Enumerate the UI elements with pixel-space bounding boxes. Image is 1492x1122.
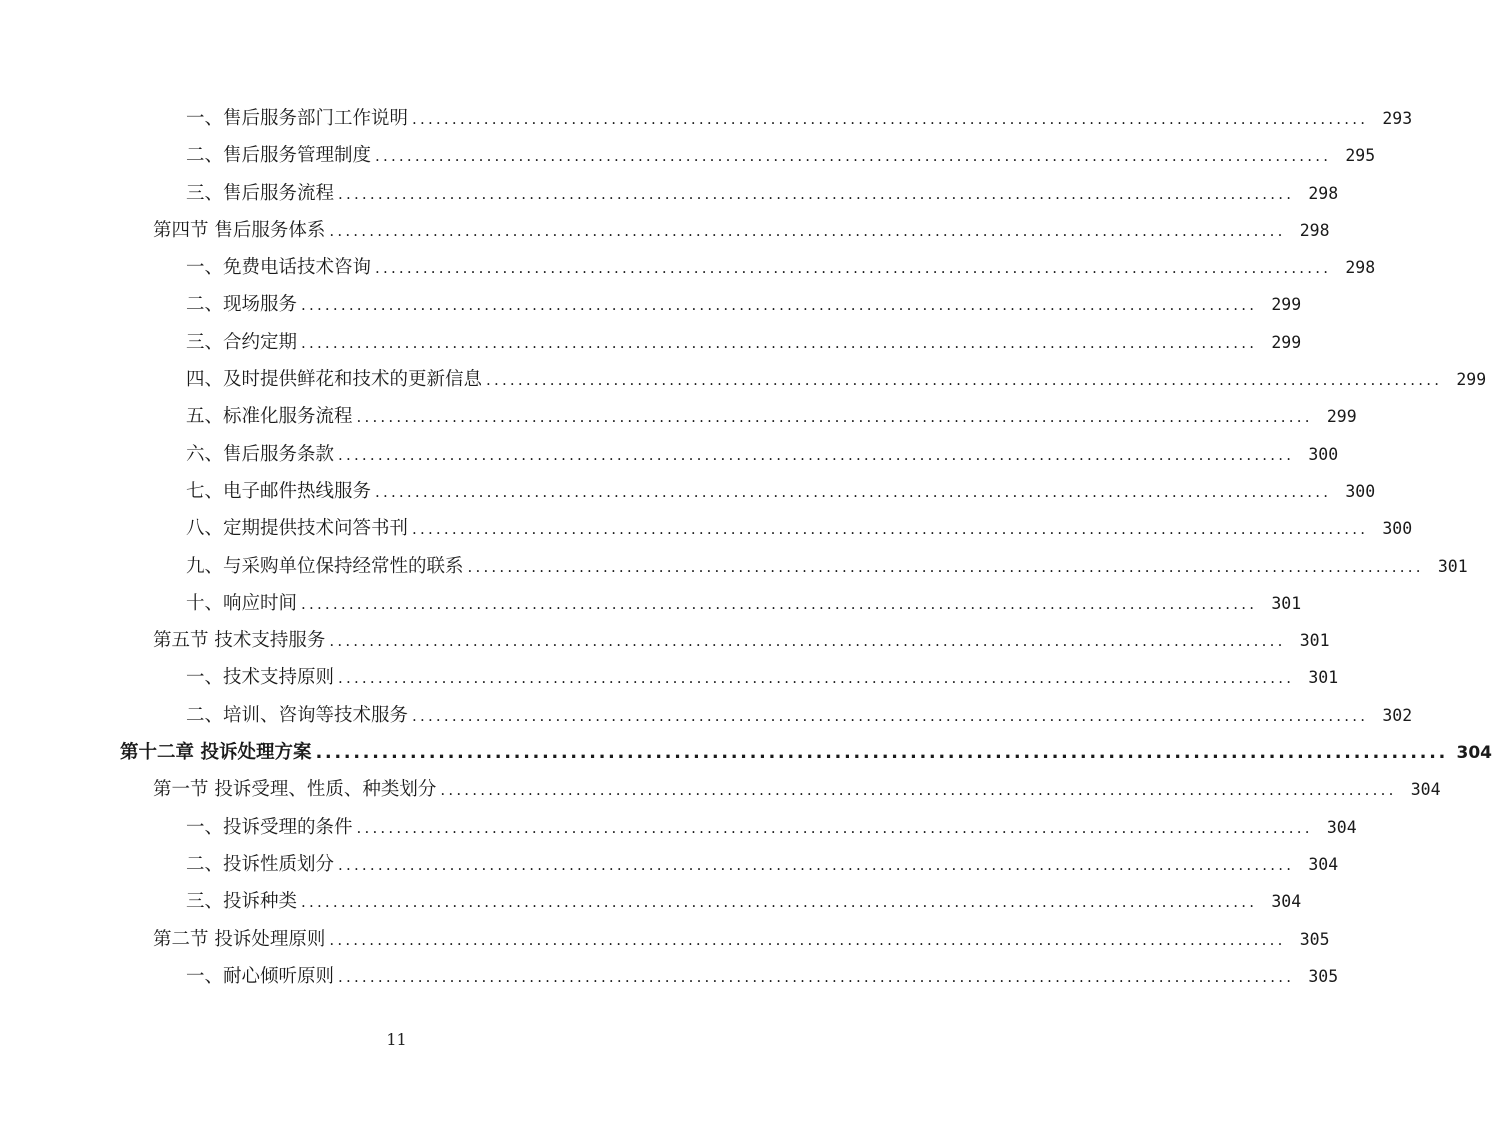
- toc-dot-leader: ........................................................................................................................: [338, 184, 1295, 203]
- toc-entry-title: 四、及时提供鲜花和技术的更新信息: [186, 369, 483, 391]
- toc-entry-title: 八、定期提供技术问答书刊: [186, 518, 409, 540]
- toc-subsection-entry[interactable]: [0, 883, 1302, 920]
- toc-entry-page-number: 301: [1271, 593, 1302, 613]
- toc-subsection-entry[interactable]: [0, 286, 1302, 323]
- toc-entry-page-number: 301: [1308, 668, 1339, 688]
- toc-dot-leader: ........................................................................................................................: [329, 632, 1286, 651]
- toc-entry-title: 三、合约定期: [186, 331, 298, 353]
- toc-section-entry[interactable]: [0, 921, 1330, 958]
- toc-subsection-entry[interactable]: [0, 436, 1339, 473]
- toc-dot-leader: ........................................................................................................................: [440, 781, 1397, 800]
- toc-subsection-entry[interactable]: [0, 324, 1302, 361]
- toc-entry-title: 第五节 技术支持服务: [153, 630, 326, 652]
- toc-subsection-entry[interactable]: [0, 398, 1357, 435]
- toc-dot-leader: ........................................................................................................................: [301, 893, 1258, 912]
- toc-entry-title: 一、投诉受理的条件: [186, 816, 353, 838]
- toc-entry-title: 六、售后服务条款: [186, 443, 335, 465]
- toc-dot-leader: ........................................................................................................................: [412, 110, 1369, 128]
- toc-dot-leader: ........................................................................................................................: [356, 818, 1313, 837]
- toc-dot-leader: ........................................................................................................................: [301, 296, 1258, 315]
- toc-dot-leader: ........................................................................................................................: [338, 445, 1295, 464]
- toc-entry-title: 三、售后服务流程: [186, 182, 335, 204]
- toc-section-entry[interactable]: [0, 212, 1330, 249]
- toc-entry-title: 二、现场服务: [186, 294, 298, 316]
- toc-chapter-entry[interactable]: [0, 734, 1492, 771]
- toc-entry-title: 一、耐心倾听原则: [186, 965, 335, 987]
- table-of-contents: [0, 100, 1492, 995]
- toc-dot-leader: ........................................................................................................................: [467, 557, 1424, 576]
- toc-dot-leader: ........................................................................................................................: [338, 967, 1295, 986]
- toc-subsection-entry[interactable]: [0, 249, 1376, 286]
- toc-entry-page-number: 301: [1299, 631, 1330, 651]
- toc-entry-page-number: 302: [1382, 705, 1413, 725]
- toc-dot-leader: ........................................................................................................................: [375, 259, 1332, 278]
- toc-entry-page-number: 298: [1299, 220, 1330, 240]
- toc-dot-leader: ........................................................................................................................: [375, 147, 1332, 166]
- toc-entry-page-number: 300: [1382, 519, 1413, 539]
- toc-entry-title: 二、售后服务管理制度: [186, 145, 372, 167]
- toc-dot-leader: ........................................................................................................................: [301, 594, 1258, 613]
- toc-entry-title: 第四节 售后服务体系: [153, 219, 326, 241]
- toc-subsection-entry[interactable]: [0, 548, 1468, 585]
- page-number: 11: [386, 1030, 407, 1049]
- toc-entry-title: 一、售后服务部门工作说明: [186, 108, 409, 129]
- toc-dot-leader: ........................................................................................................................: [338, 669, 1295, 688]
- toc-entry-page-number: 305: [1308, 966, 1339, 986]
- toc-section-entry[interactable]: [0, 622, 1330, 659]
- toc-entry-title: 五、标准化服务流程: [186, 406, 353, 428]
- toc-entry-page-number: 299: [1271, 295, 1302, 315]
- toc-entry-page-number: 304: [1271, 892, 1302, 912]
- toc-entry-page-number: 299: [1271, 332, 1302, 352]
- toc-section-entry[interactable]: [0, 771, 1441, 808]
- toc-subsection-entry[interactable]: [0, 585, 1302, 622]
- toc-entry-page-number: 295: [1345, 146, 1376, 166]
- toc-entry-page-number: 304: [1456, 743, 1492, 764]
- toc-subsection-entry[interactable]: [0, 659, 1339, 696]
- toc-entry-title: 一、技术支持原则: [186, 667, 335, 689]
- toc-dot-leader: ........................................................................................................................: [329, 221, 1286, 240]
- toc-dot-leader: ........................................................................................................................: [301, 333, 1258, 352]
- toc-subsection-entry[interactable]: [0, 473, 1376, 510]
- toc-dot-leader: ........................................................................................................................: [315, 742, 1448, 764]
- toc-entry-page-number: 304: [1326, 817, 1357, 837]
- toc-entry-title: 十、响应时间: [186, 592, 298, 614]
- toc-entry-title: 二、投诉性质划分: [186, 853, 335, 875]
- toc-subsection-entry[interactable]: [0, 809, 1357, 846]
- toc-subsection-entry[interactable]: [0, 846, 1339, 883]
- toc-subsection-entry[interactable]: [0, 510, 1413, 547]
- toc-entry-page-number: 300: [1345, 481, 1376, 501]
- toc-entry-title: 九、与采购单位保持经常性的联系: [186, 555, 464, 577]
- toc-entry-page-number: 299: [1326, 407, 1357, 427]
- toc-entry-page-number: 304: [1410, 780, 1441, 800]
- toc-entry-title: 第一节 投诉受理、性质、种类划分: [153, 779, 437, 801]
- toc-entry-page-number: 305: [1299, 929, 1330, 949]
- toc-dot-leader: ........................................................................................................................: [412, 706, 1369, 725]
- toc-dot-leader: ........................................................................................................................: [329, 930, 1286, 949]
- toc-entry-title: 第二节 投诉处理原则: [153, 928, 326, 950]
- toc-entry-title: 二、培训、咨询等技术服务: [186, 704, 409, 726]
- toc-entry-title: 三、投诉种类: [186, 891, 298, 913]
- toc-dot-leader: ........................................................................................................................: [356, 408, 1313, 427]
- toc-entry-title: 七、电子邮件热线服务: [186, 480, 372, 502]
- toc-entry-page-number: 304: [1308, 854, 1339, 874]
- toc-entry-page-number: 300: [1308, 444, 1339, 464]
- toc-subsection-entry[interactable]: [0, 100, 1413, 137]
- toc-subsection-entry[interactable]: [0, 361, 1487, 398]
- toc-entry-page-number: 298: [1308, 183, 1339, 203]
- toc-dot-leader: ........................................................................................................................: [375, 482, 1332, 501]
- toc-subsection-entry[interactable]: [0, 697, 1413, 734]
- toc-dot-leader: ........................................................................................................................: [338, 855, 1295, 874]
- toc-subsection-entry[interactable]: [0, 958, 1339, 995]
- toc-entry-page-number: 298: [1345, 258, 1376, 278]
- toc-subsection-entry[interactable]: [0, 137, 1376, 174]
- toc-dot-leader: ........................................................................................................................: [486, 371, 1443, 390]
- toc-entry-page-number: 301: [1437, 556, 1468, 576]
- toc-subsection-entry[interactable]: [0, 175, 1339, 212]
- toc-entry-page-number: 293: [1382, 109, 1413, 128]
- toc-dot-leader: ........................................................................................................................: [412, 520, 1369, 539]
- toc-entry-page-number: 299: [1456, 370, 1487, 390]
- toc-entry-title: 一、免费电话技术咨询: [186, 257, 372, 279]
- toc-entry-title: 第十二章 投诉处理方案: [120, 742, 312, 764]
